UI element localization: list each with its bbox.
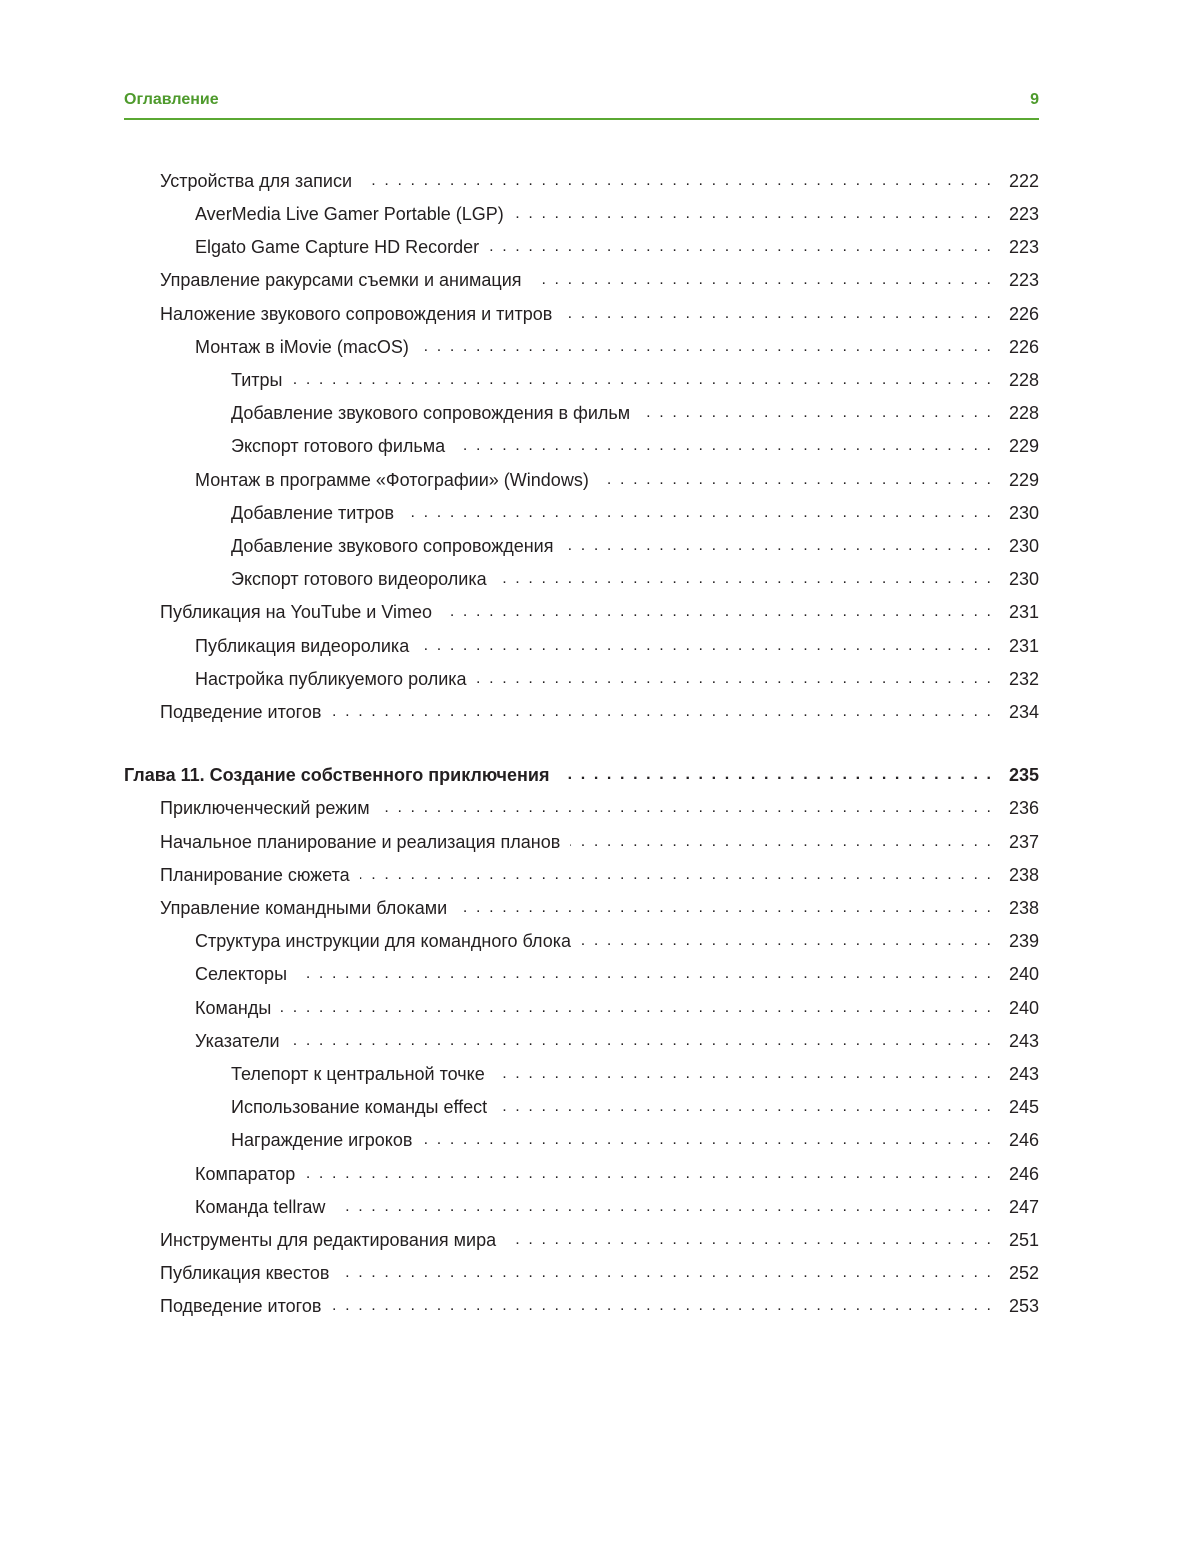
toc-dot-leader — [457, 897, 991, 919]
running-header-page-number: 9 — [1030, 91, 1039, 108]
toc-entry-title: Управление ракурсами съемки и анимация — [160, 270, 522, 290]
toc-entry-title: Структура инструкции для командного блока — [195, 931, 572, 951]
toc-entry[interactable] — [124, 398, 1039, 424]
toc-dot-leader — [297, 963, 991, 985]
toc-entry[interactable] — [124, 265, 1039, 291]
toc-entry-page-number: 243 — [1008, 1031, 1039, 1051]
toc-entry-title: Глава 11. Создание собственного приключения — [124, 765, 550, 785]
toc-entry[interactable] — [124, 199, 1039, 225]
toc-entry-page-number: 230 — [1008, 503, 1039, 523]
toc-entry-title: AverMedia Live Gamer Portable (LGP) — [195, 204, 504, 224]
toc-dot-leader — [477, 668, 991, 690]
toc-dot-leader — [562, 303, 991, 325]
toc-entry-title: Компаратор — [195, 1164, 296, 1184]
toc-dot-leader — [532, 269, 991, 291]
toc-entry-page-number: 238 — [1008, 865, 1039, 885]
toc-entry-page-number: 239 — [1008, 931, 1039, 951]
toc-entry-title: Экспорт готового фильма — [231, 436, 446, 456]
toc-dot-leader — [442, 601, 991, 623]
toc-entry[interactable] — [124, 531, 1039, 557]
toc-dot-leader — [514, 203, 991, 225]
toc-entry-title: Награждение игроков — [231, 1130, 413, 1150]
toc-dot-leader — [640, 402, 991, 424]
toc-entry-title: Инструменты для редактирования мира — [160, 1230, 497, 1250]
toc-dot-leader — [497, 568, 991, 590]
toc-entry-page-number: 240 — [1008, 998, 1039, 1018]
toc-entry-page-number: 245 — [1008, 1097, 1039, 1117]
toc-dot-leader — [581, 930, 991, 952]
toc-entry[interactable] — [124, 1291, 1039, 1317]
toc-entry-page-number: 253 — [1008, 1296, 1039, 1316]
toc-entry-page-number: 226 — [1008, 304, 1039, 324]
toc-entry[interactable] — [124, 860, 1039, 886]
toc-entry[interactable] — [124, 1059, 1039, 1085]
toc-dot-leader — [360, 864, 991, 886]
toc-entry-title: Экспорт готового видеоролика — [231, 569, 487, 589]
toc-entry-title: Добавление звукового сопровождения — [231, 536, 554, 556]
toc-entry[interactable] — [124, 465, 1039, 491]
toc-dot-leader — [362, 170, 991, 192]
toc-entry[interactable] — [124, 959, 1039, 985]
toc-dot-leader — [564, 535, 992, 557]
toc-dot-leader — [419, 635, 991, 657]
toc-entry[interactable] — [124, 166, 1039, 192]
toc-entry[interactable] — [124, 993, 1039, 1019]
toc-entry-page-number: 229 — [1008, 436, 1039, 456]
toc-entry-title: Селекторы — [195, 964, 288, 984]
toc-entry-page-number: 252 — [1008, 1263, 1039, 1283]
running-header-title: Оглавление — [124, 91, 219, 108]
toc-entry-title: Настройка публикуемого ролика — [195, 669, 467, 689]
toc-dot-leader — [339, 1262, 991, 1284]
toc-entry[interactable] — [124, 926, 1039, 952]
toc-entry-title: Планирование сюжета — [160, 865, 350, 885]
toc-entry-title: Приключенческий режим — [160, 798, 370, 818]
toc-entry-title: Подведение итогов — [160, 702, 322, 722]
toc-entry-title: Публикация квестов — [160, 1263, 330, 1283]
toc-entry[interactable] — [124, 631, 1039, 657]
toc-entry-page-number: 240 — [1008, 964, 1039, 984]
toc-entry-page-number: 229 — [1008, 470, 1039, 490]
toc-entry[interactable] — [124, 1092, 1039, 1118]
toc-dot-leader — [380, 797, 991, 819]
toc-dot-leader — [331, 1295, 991, 1317]
toc-entry-title: Наложение звукового сопровождения и титров — [160, 304, 553, 324]
toc-entry-page-number: 223 — [1008, 204, 1039, 224]
toc-entry-title: Начальное планирование и реализация планов — [160, 832, 561, 852]
toc-entry-title: Устройства для записи — [160, 171, 353, 191]
toc-entry-page-number: 234 — [1008, 702, 1039, 722]
toc-dot-leader — [495, 1063, 991, 1085]
toc-dot-leader — [489, 236, 991, 258]
toc-entry[interactable] — [124, 498, 1039, 524]
toc-entry-page-number: 231 — [1008, 636, 1039, 656]
toc-entry-page-number: 232 — [1008, 669, 1039, 689]
toc-entry-page-number: 251 — [1008, 1230, 1039, 1250]
toc-entry[interactable] — [124, 597, 1039, 623]
toc-entry[interactable] — [124, 1026, 1039, 1052]
toc-entry-title: Elgato Game Capture HD Recorder — [195, 237, 480, 257]
toc-dot-leader — [455, 435, 991, 457]
toc-entry-page-number: 223 — [1008, 237, 1039, 257]
toc-entry-page-number: 243 — [1008, 1064, 1039, 1084]
toc-entry-title: Команды — [195, 998, 272, 1018]
toc-dot-leader — [335, 1196, 991, 1218]
toc-entry-title: Указатели — [195, 1031, 280, 1051]
toc-dot-leader — [404, 502, 991, 524]
toc-dot-leader — [570, 831, 991, 853]
toc-entry-title: Добавление титров — [231, 503, 395, 523]
toc-entry-page-number: 222 — [1008, 171, 1039, 191]
toc-entry-title: Титры — [231, 370, 283, 390]
toc-entry[interactable] — [124, 1125, 1039, 1151]
toc-chapter-entry[interactable] — [124, 760, 1039, 786]
toc-entry-title: Монтаж в iMovie (macOS) — [195, 337, 409, 357]
toc-dot-leader — [506, 1229, 991, 1251]
toc-entry-page-number: 236 — [1008, 798, 1039, 818]
toc-entry[interactable] — [124, 827, 1039, 853]
toc-dot-leader — [497, 1096, 991, 1118]
toc-entry-page-number: 228 — [1008, 403, 1039, 423]
toc-entry[interactable] — [124, 365, 1039, 391]
toc-entry-page-number: 223 — [1008, 270, 1039, 290]
toc-entry-title: Телепорт к центральной точке — [231, 1064, 485, 1084]
toc-entry-title: Публикация на YouTube и Vimeo — [160, 602, 433, 622]
toc-entry[interactable] — [124, 332, 1039, 358]
toc-entry[interactable] — [124, 893, 1039, 919]
toc-dot-leader — [419, 336, 991, 358]
toc-entry-page-number: 228 — [1008, 370, 1039, 390]
toc-dot-leader — [290, 1030, 991, 1052]
toc-entry-title: Управление командными блоками — [160, 898, 448, 918]
toc-entry-title: Использование команды effect — [231, 1097, 488, 1117]
toc-entry[interactable] — [124, 299, 1039, 325]
toc-entry-page-number: 235 — [1008, 765, 1039, 785]
toc-entry[interactable] — [124, 1159, 1039, 1185]
toc-dot-leader — [599, 469, 991, 491]
toc-entry-page-number: 230 — [1008, 569, 1039, 589]
toc-entry-page-number: 226 — [1008, 337, 1039, 357]
toc-entry-title: Публикация видеоролика — [195, 636, 410, 656]
toc-entry[interactable] — [124, 431, 1039, 457]
toc-entry-page-number: 246 — [1008, 1164, 1039, 1184]
toc-entry-title: Добавление звукового сопровождения в фильм — [231, 403, 631, 423]
toc-entry-page-number: 231 — [1008, 602, 1039, 622]
toc-entry[interactable] — [124, 232, 1039, 258]
toc-entry-page-number: 237 — [1008, 832, 1039, 852]
page-header — [124, 88, 1039, 120]
toc-entry-page-number: 246 — [1008, 1130, 1039, 1150]
toc-entry[interactable] — [124, 1192, 1039, 1218]
toc-dot-leader — [305, 1163, 991, 1185]
toc-entry-page-number: 247 — [1008, 1197, 1039, 1217]
toc-entry-title: Монтаж в программе «Фотографии» (Windows) — [195, 470, 589, 490]
toc-entry[interactable] — [124, 1258, 1039, 1284]
toc-dot-leader — [559, 764, 991, 786]
toc-dot-leader — [292, 369, 991, 391]
toc-dot-leader — [331, 701, 991, 723]
toc-entry-title: Команда tellraw — [195, 1197, 326, 1217]
toc-entry[interactable] — [124, 1225, 1039, 1251]
toc-entry[interactable] — [124, 697, 1039, 723]
toc-entry-page-number: 238 — [1008, 898, 1039, 918]
toc-entry-title: Подведение итогов — [160, 1296, 322, 1316]
toc-dot-leader — [422, 1129, 991, 1151]
toc-entry[interactable] — [124, 564, 1039, 590]
toc-entry-page-number: 230 — [1008, 536, 1039, 556]
toc-entry[interactable] — [124, 664, 1039, 690]
toc-dot-leader — [281, 997, 991, 1019]
toc-entry[interactable] — [124, 793, 1039, 819]
